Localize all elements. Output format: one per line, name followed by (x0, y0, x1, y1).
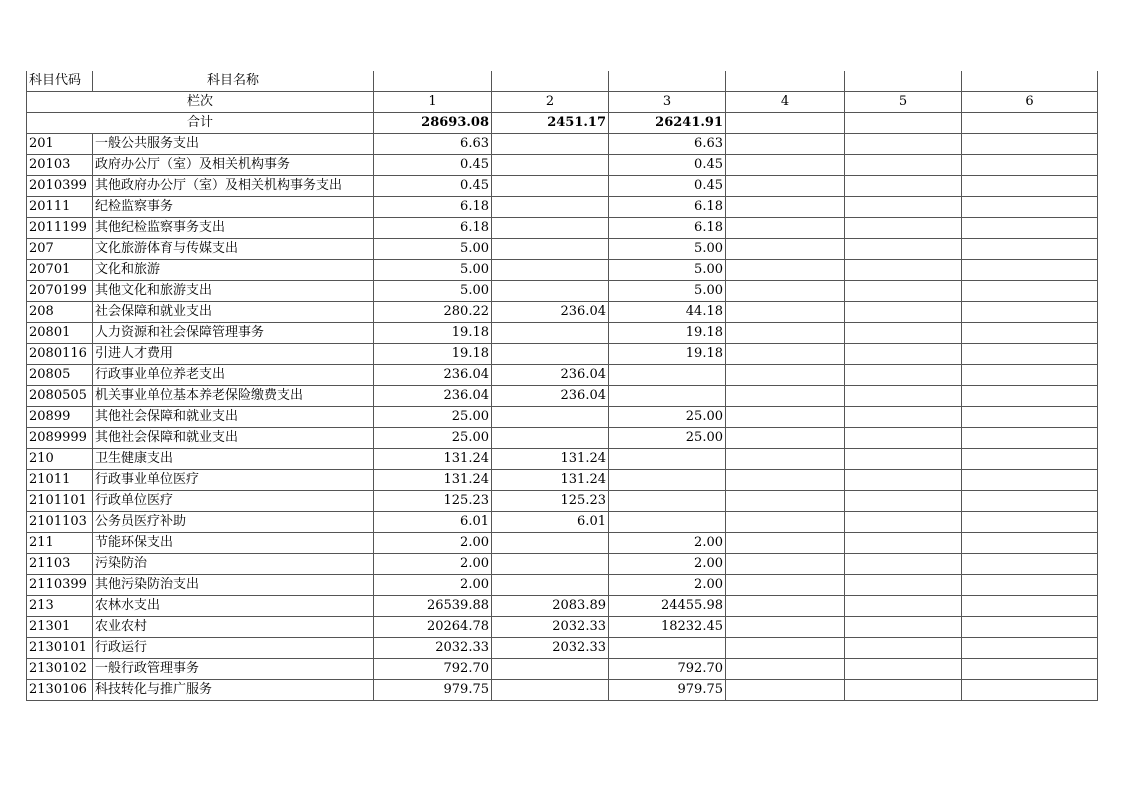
table-row (27, 428, 1098, 449)
subject-code-cell: 20801 (27, 323, 93, 344)
value-cell-col1: 979.75 (374, 680, 492, 701)
value-cell-col4 (726, 344, 845, 365)
table-row (27, 575, 1098, 596)
value-cell-col3 (609, 491, 726, 512)
table-row (27, 155, 1098, 176)
header-blank-cell (726, 71, 845, 92)
value-cell-col5 (845, 260, 962, 281)
table-row (27, 281, 1098, 302)
subject-name-cell: 文化和旅游 (93, 260, 374, 281)
value-cell-col4 (726, 428, 845, 449)
value-cell-col6 (962, 260, 1098, 281)
total-value-5 (845, 113, 962, 134)
value-cell-col2 (492, 218, 609, 239)
subject-name-cell: 引进人才费用 (93, 344, 374, 365)
value-cell-col2: 236.04 (492, 302, 609, 323)
value-cell-col4 (726, 197, 845, 218)
table-row (27, 407, 1098, 428)
col-number-6: 6 (962, 92, 1098, 113)
table-row (27, 218, 1098, 239)
value-cell-col4 (726, 512, 845, 533)
value-cell-col2 (492, 344, 609, 365)
table-row (27, 365, 1098, 386)
subject-name-cell: 纪检监察事务 (93, 197, 374, 218)
table-row (27, 302, 1098, 323)
value-cell-col4 (726, 239, 845, 260)
value-cell-col6 (962, 491, 1098, 512)
value-cell-col1: 280.22 (374, 302, 492, 323)
value-cell-col4 (726, 176, 845, 197)
value-cell-col2 (492, 260, 609, 281)
value-cell-col1: 0.45 (374, 155, 492, 176)
subject-name-cell: 农业农村 (93, 617, 374, 638)
value-cell-col5 (845, 470, 962, 491)
value-cell-col1: 0.45 (374, 176, 492, 197)
value-cell-col5 (845, 638, 962, 659)
value-cell-col3: 5.00 (609, 239, 726, 260)
value-cell-col5 (845, 575, 962, 596)
value-cell-col3: 18232.45 (609, 617, 726, 638)
value-cell-col2 (492, 659, 609, 680)
value-cell-col1: 792.70 (374, 659, 492, 680)
col-index-label: 栏次 (27, 92, 374, 113)
value-cell-col6 (962, 134, 1098, 155)
value-cell-col1: 26539.88 (374, 596, 492, 617)
value-cell-col4 (726, 533, 845, 554)
value-cell-col2 (492, 575, 609, 596)
value-cell-col6 (962, 638, 1098, 659)
subject-code-cell: 21103 (27, 554, 93, 575)
value-cell-col5 (845, 134, 962, 155)
value-cell-col5 (845, 176, 962, 197)
value-cell-col3: 2.00 (609, 554, 726, 575)
value-cell-col4 (726, 491, 845, 512)
table-row (27, 491, 1098, 512)
table-row (27, 596, 1098, 617)
value-cell-col3: 0.45 (609, 176, 726, 197)
value-cell-col5 (845, 218, 962, 239)
subject-name-cell: 其他文化和旅游支出 (93, 281, 374, 302)
subject-name-cell: 其他社会保障和就业支出 (93, 407, 374, 428)
header-blank-cell (609, 71, 726, 92)
value-cell-col1: 2.00 (374, 554, 492, 575)
value-cell-col2 (492, 134, 609, 155)
table-row (27, 260, 1098, 281)
table-row (27, 197, 1098, 218)
value-cell-col2: 6.01 (492, 512, 609, 533)
value-cell-col5 (845, 617, 962, 638)
table-row (27, 512, 1098, 533)
table-row (27, 134, 1098, 155)
header-blank-cell (962, 71, 1098, 92)
value-cell-col6 (962, 407, 1098, 428)
total-label: 合计 (27, 113, 374, 134)
subject-name-cell: 行政运行 (93, 638, 374, 659)
value-cell-col3: 0.45 (609, 155, 726, 176)
total-value-2: 2451.17 (492, 113, 609, 134)
value-cell-col3 (609, 638, 726, 659)
value-cell-col3 (609, 386, 726, 407)
header-row-labels (27, 71, 1098, 92)
subject-code-cell: 207 (27, 239, 93, 260)
value-cell-col3 (609, 512, 726, 533)
value-cell-col4 (726, 449, 845, 470)
value-cell-col6 (962, 176, 1098, 197)
table-row (27, 533, 1098, 554)
value-cell-col4 (726, 407, 845, 428)
table-row (27, 617, 1098, 638)
subject-name-cell: 其他纪检监察事务支出 (93, 218, 374, 239)
value-cell-col5 (845, 491, 962, 512)
header-blank-cell (845, 71, 962, 92)
value-cell-col2: 125.23 (492, 491, 609, 512)
value-cell-col4 (726, 617, 845, 638)
value-cell-col1: 5.00 (374, 281, 492, 302)
value-cell-col1: 6.18 (374, 197, 492, 218)
value-cell-col6 (962, 533, 1098, 554)
table-row (27, 239, 1098, 260)
value-cell-col6 (962, 470, 1098, 491)
value-cell-col5 (845, 344, 962, 365)
value-cell-col1: 25.00 (374, 428, 492, 449)
value-cell-col2 (492, 176, 609, 197)
value-cell-col3: 792.70 (609, 659, 726, 680)
subject-name-cell: 一般公共服务支出 (93, 134, 374, 155)
value-cell-col6 (962, 239, 1098, 260)
value-cell-col6 (962, 281, 1098, 302)
subject-name-cell: 污染防治 (93, 554, 374, 575)
subject-name-cell: 其他社会保障和就业支出 (93, 428, 374, 449)
value-cell-col3: 2.00 (609, 533, 726, 554)
value-cell-col2 (492, 323, 609, 344)
value-cell-col6 (962, 449, 1098, 470)
value-cell-col6 (962, 596, 1098, 617)
value-cell-col2 (492, 239, 609, 260)
value-cell-col3: 5.00 (609, 260, 726, 281)
value-cell-col1: 2.00 (374, 533, 492, 554)
value-cell-col5 (845, 155, 962, 176)
value-cell-col1: 131.24 (374, 449, 492, 470)
value-cell-col6 (962, 365, 1098, 386)
subject-code-cell: 20103 (27, 155, 93, 176)
value-cell-col5 (845, 365, 962, 386)
value-cell-col3: 25.00 (609, 428, 726, 449)
value-cell-col4 (726, 218, 845, 239)
table-row (27, 638, 1098, 659)
subject-code-cell: 210 (27, 449, 93, 470)
subject-code-cell: 20899 (27, 407, 93, 428)
value-cell-col3: 6.18 (609, 218, 726, 239)
subject-name-cell: 政府办公厅（室）及相关机构事务 (93, 155, 374, 176)
table-row (27, 323, 1098, 344)
value-cell-col3: 6.63 (609, 134, 726, 155)
value-cell-col2: 131.24 (492, 470, 609, 491)
subject-name-cell: 节能环保支出 (93, 533, 374, 554)
table-row (27, 680, 1098, 701)
value-cell-col3: 2.00 (609, 575, 726, 596)
table-row (27, 659, 1098, 680)
col-number-4: 4 (726, 92, 845, 113)
table-row (27, 554, 1098, 575)
value-cell-col3: 19.18 (609, 323, 726, 344)
subject-code-cell: 208 (27, 302, 93, 323)
col-number-3: 3 (609, 92, 726, 113)
value-cell-col2: 2083.89 (492, 596, 609, 617)
value-cell-col4 (726, 659, 845, 680)
total-row (27, 113, 1098, 134)
subject-name-cell: 机关事业单位基本养老保险缴费支出 (93, 386, 374, 407)
subject-code-cell: 2089999 (27, 428, 93, 449)
subject-code-cell: 2101103 (27, 512, 93, 533)
value-cell-col6 (962, 197, 1098, 218)
value-cell-col3: 6.18 (609, 197, 726, 218)
value-cell-col3: 24455.98 (609, 596, 726, 617)
value-cell-col4 (726, 260, 845, 281)
subject-name-cell: 一般行政管理事务 (93, 659, 374, 680)
subject-name-cell: 社会保障和就业支出 (93, 302, 374, 323)
value-cell-col5 (845, 428, 962, 449)
value-cell-col2 (492, 533, 609, 554)
value-cell-col2: 236.04 (492, 386, 609, 407)
value-cell-col5 (845, 512, 962, 533)
value-cell-col6 (962, 386, 1098, 407)
subject-code-cell: 201 (27, 134, 93, 155)
table-row (27, 449, 1098, 470)
value-cell-col2 (492, 428, 609, 449)
value-cell-col2 (492, 155, 609, 176)
value-cell-col4 (726, 638, 845, 659)
value-cell-col3 (609, 365, 726, 386)
value-cell-col6 (962, 680, 1098, 701)
value-cell-col4 (726, 386, 845, 407)
value-cell-col2 (492, 680, 609, 701)
subject-code-cell: 21301 (27, 617, 93, 638)
value-cell-col1: 236.04 (374, 365, 492, 386)
value-cell-col4 (726, 575, 845, 596)
value-cell-col1: 5.00 (374, 239, 492, 260)
value-cell-col5 (845, 680, 962, 701)
value-cell-col1: 2.00 (374, 575, 492, 596)
value-cell-col5 (845, 197, 962, 218)
value-cell-col4 (726, 134, 845, 155)
value-cell-col5 (845, 386, 962, 407)
total-value-3: 26241.91 (609, 113, 726, 134)
subject-code-cell: 2130101 (27, 638, 93, 659)
value-cell-col4 (726, 281, 845, 302)
value-cell-col3: 19.18 (609, 344, 726, 365)
subject-code-cell: 2080116 (27, 344, 93, 365)
value-cell-col6 (962, 617, 1098, 638)
value-cell-col2: 131.24 (492, 449, 609, 470)
value-cell-col1: 25.00 (374, 407, 492, 428)
table-row (27, 176, 1098, 197)
subject-name-cell: 农林水支出 (93, 596, 374, 617)
subject-name-cell: 行政单位医疗 (93, 491, 374, 512)
subject-code-cell: 2101101 (27, 491, 93, 512)
value-cell-col5 (845, 533, 962, 554)
value-cell-col6 (962, 575, 1098, 596)
value-cell-col1: 2032.33 (374, 638, 492, 659)
value-cell-col6 (962, 428, 1098, 449)
value-cell-col4 (726, 155, 845, 176)
subject-code-cell: 2011199 (27, 218, 93, 239)
value-cell-col2 (492, 554, 609, 575)
value-cell-col1: 19.18 (374, 323, 492, 344)
subject-code-cell: 2010399 (27, 176, 93, 197)
subject-code-cell: 2070199 (27, 281, 93, 302)
value-cell-col4 (726, 554, 845, 575)
budget-table (26, 71, 1098, 701)
value-cell-col2 (492, 197, 609, 218)
value-cell-col6 (962, 155, 1098, 176)
value-cell-col1: 19.18 (374, 344, 492, 365)
subject-code-header: 科目代码 (27, 71, 93, 92)
subject-code-cell: 20701 (27, 260, 93, 281)
header-blank-cell (374, 71, 492, 92)
value-cell-col2 (492, 407, 609, 428)
value-cell-col6 (962, 344, 1098, 365)
value-cell-col1: 20264.78 (374, 617, 492, 638)
col-number-2: 2 (492, 92, 609, 113)
value-cell-col1: 6.01 (374, 512, 492, 533)
col-number-5: 5 (845, 92, 962, 113)
value-cell-col4 (726, 680, 845, 701)
subject-name-cell: 其他污染防治支出 (93, 575, 374, 596)
value-cell-col6 (962, 323, 1098, 344)
subject-name-cell: 行政事业单位医疗 (93, 470, 374, 491)
subject-code-cell: 211 (27, 533, 93, 554)
total-value-4 (726, 113, 845, 134)
subject-name-cell: 公务员医疗补助 (93, 512, 374, 533)
header-blank-cell (492, 71, 609, 92)
subject-name-cell: 卫生健康支出 (93, 449, 374, 470)
subject-code-cell: 2110399 (27, 575, 93, 596)
value-cell-col2: 2032.33 (492, 617, 609, 638)
table-row (27, 386, 1098, 407)
value-cell-col5 (845, 596, 962, 617)
value-cell-col4 (726, 365, 845, 386)
value-cell-col5 (845, 302, 962, 323)
value-cell-col2 (492, 281, 609, 302)
value-cell-col5 (845, 323, 962, 344)
subject-code-cell: 213 (27, 596, 93, 617)
value-cell-col3 (609, 470, 726, 491)
value-cell-col1: 6.63 (374, 134, 492, 155)
value-cell-col3: 979.75 (609, 680, 726, 701)
value-cell-col5 (845, 407, 962, 428)
value-cell-col1: 125.23 (374, 491, 492, 512)
subject-name-cell: 人力资源和社会保障管理事务 (93, 323, 374, 344)
subject-code-cell: 2080505 (27, 386, 93, 407)
subject-name-header: 科目名称 (93, 71, 374, 92)
value-cell-col5 (845, 449, 962, 470)
value-cell-col6 (962, 554, 1098, 575)
total-value-1: 28693.08 (374, 113, 492, 134)
subject-name-cell: 其他政府办公厅（室）及相关机构事务支出 (93, 176, 374, 197)
value-cell-col4 (726, 323, 845, 344)
value-cell-col1: 236.04 (374, 386, 492, 407)
value-cell-col5 (845, 554, 962, 575)
value-cell-col4 (726, 470, 845, 491)
value-cell-col6 (962, 659, 1098, 680)
header-row-col-index (27, 92, 1098, 113)
total-value-6 (962, 113, 1098, 134)
subject-name-cell: 行政事业单位养老支出 (93, 365, 374, 386)
value-cell-col5 (845, 281, 962, 302)
subject-code-cell: 2130102 (27, 659, 93, 680)
subject-code-cell: 2130106 (27, 680, 93, 701)
value-cell-col2: 2032.33 (492, 638, 609, 659)
subject-code-cell: 20805 (27, 365, 93, 386)
value-cell-col1: 6.18 (374, 218, 492, 239)
value-cell-col1: 5.00 (374, 260, 492, 281)
subject-code-cell: 20111 (27, 197, 93, 218)
value-cell-col3 (609, 449, 726, 470)
value-cell-col4 (726, 302, 845, 323)
value-cell-col3: 44.18 (609, 302, 726, 323)
value-cell-col2: 236.04 (492, 365, 609, 386)
value-cell-col6 (962, 512, 1098, 533)
value-cell-col6 (962, 302, 1098, 323)
subject-code-cell: 21011 (27, 470, 93, 491)
value-cell-col1: 131.24 (374, 470, 492, 491)
table-row (27, 344, 1098, 365)
value-cell-col3: 5.00 (609, 281, 726, 302)
value-cell-col3: 25.00 (609, 407, 726, 428)
col-number-1: 1 (374, 92, 492, 113)
subject-name-cell: 文化旅游体育与传媒支出 (93, 239, 374, 260)
table-row (27, 470, 1098, 491)
value-cell-col6 (962, 218, 1098, 239)
value-cell-col5 (845, 659, 962, 680)
subject-name-cell: 科技转化与推广服务 (93, 680, 374, 701)
value-cell-col4 (726, 596, 845, 617)
value-cell-col5 (845, 239, 962, 260)
